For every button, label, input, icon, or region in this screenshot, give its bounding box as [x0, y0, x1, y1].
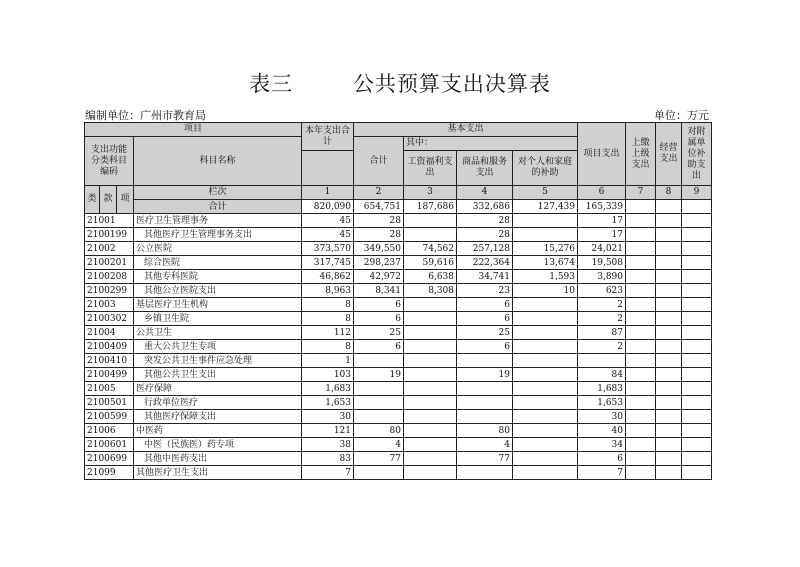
row-total: 45: [302, 228, 354, 242]
row-empty-cell: [656, 298, 682, 312]
row-empty-cell: [682, 410, 712, 424]
row-personal: [513, 340, 578, 354]
row-empty-cell: [626, 396, 656, 410]
row-code: 2100409: [85, 340, 134, 354]
row-goods: 80: [457, 424, 513, 438]
row-name: 综合医院: [134, 256, 302, 270]
row-empty-cell: [626, 382, 656, 396]
row-total: 83: [302, 452, 354, 466]
row-empty-cell: [682, 270, 712, 284]
row-project: 3,890: [578, 270, 626, 284]
row-code: 21001: [85, 214, 134, 228]
row-wage: [404, 368, 457, 382]
header-business: 经营支出: [656, 123, 682, 186]
row-empty-cell: [682, 466, 712, 480]
header-remit: 上缴上级支出: [626, 123, 656, 186]
row-total: 38: [302, 438, 354, 452]
row-total: 8: [302, 312, 354, 326]
row-name: 中医（民族医）药专项: [134, 438, 302, 452]
row-sum: 25: [354, 326, 404, 340]
row-wage: [404, 410, 457, 424]
totals-sum: 654,751: [354, 200, 404, 214]
row-empty-cell: [656, 368, 682, 382]
row-name: 行政单位医疗: [134, 396, 302, 410]
row-total: 373,570: [302, 242, 354, 256]
row-project: 7: [578, 466, 626, 480]
row-personal: [513, 466, 578, 480]
row-empty-cell: [656, 438, 682, 452]
row-goods: 28: [457, 228, 513, 242]
col-num-5: 5: [513, 186, 578, 200]
row-name: 其他医疗保障支出: [134, 410, 302, 424]
row-personal: [513, 368, 578, 382]
table-row: [85, 242, 712, 256]
row-empty-cell: [682, 242, 712, 256]
row-code: 21006: [85, 424, 134, 438]
row-project: [578, 354, 626, 368]
header-total: 本年支出合计: [302, 123, 354, 151]
totals-goods: 332,686: [457, 200, 513, 214]
row-wage: [404, 382, 457, 396]
row-name: 医疗卫生管理事务: [134, 214, 302, 228]
row-personal: [513, 228, 578, 242]
row-personal: [513, 424, 578, 438]
row-wage: [404, 452, 457, 466]
row-goods: [457, 410, 513, 424]
row-name: 其他中医药支出: [134, 452, 302, 466]
row-empty-cell: [682, 382, 712, 396]
row-empty-cell: [626, 312, 656, 326]
row-wage: [404, 424, 457, 438]
row-code: 2100299: [85, 284, 134, 298]
row-sum: 28: [354, 228, 404, 242]
row-empty-cell: [656, 466, 682, 480]
row-sum: [354, 396, 404, 410]
header-subject-name: 科目名称: [134, 137, 302, 186]
row-total: 7: [302, 466, 354, 480]
row-empty-cell: [656, 424, 682, 438]
row-empty-cell: [626, 256, 656, 270]
data-rows: [85, 214, 712, 480]
row-project: 19,508: [578, 256, 626, 270]
row-sum: 28: [354, 214, 404, 228]
header-row-lanci: [85, 186, 712, 200]
row-code: 2100201: [85, 256, 134, 270]
row-empty-cell: [656, 452, 682, 466]
row-goods: [457, 354, 513, 368]
col-num-4: 4: [457, 186, 513, 200]
row-wage: 6,638: [404, 270, 457, 284]
row-sum: 6: [354, 312, 404, 326]
header-subsidy: 对附属单位补助支出: [682, 123, 712, 186]
table-row: [85, 382, 712, 396]
row-name: 中医药: [134, 424, 302, 438]
row-empty-cell: [682, 340, 712, 354]
row-empty-cell: [682, 424, 712, 438]
header-wage: 工资福利支出: [404, 151, 457, 186]
row-empty-cell: [682, 452, 712, 466]
row-empty-cell: [656, 326, 682, 340]
row-goods: 257,128: [457, 242, 513, 256]
row-code: 2100501: [85, 396, 134, 410]
table-row: [85, 256, 712, 270]
row-wage: [404, 396, 457, 410]
row-empty-cell: [626, 466, 656, 480]
row-code: 2100499: [85, 368, 134, 382]
row-sum: [354, 410, 404, 424]
row-personal: 13,674: [513, 256, 578, 270]
row-personal: [513, 382, 578, 396]
table-row: [85, 340, 712, 354]
row-empty-cell: [682, 368, 712, 382]
row-project: 34: [578, 438, 626, 452]
row-wage: [404, 438, 457, 452]
row-empty-cell: [682, 256, 712, 270]
totals-wage: 187,686: [404, 200, 457, 214]
row-project: 2: [578, 312, 626, 326]
row-name: 乡镇卫生院: [134, 312, 302, 326]
row-goods: 28: [457, 214, 513, 228]
row-empty-cell: [626, 298, 656, 312]
totals-personal: 127,439: [513, 200, 578, 214]
row-empty-cell: [656, 284, 682, 298]
row-empty-cell: [626, 326, 656, 340]
row-wage: [404, 466, 457, 480]
row-goods: [457, 382, 513, 396]
row-personal: 15,276: [513, 242, 578, 256]
row-goods: 4: [457, 438, 513, 452]
row-wage: [404, 312, 457, 326]
header-row-1: [85, 123, 712, 137]
row-empty-cell: [626, 270, 656, 284]
row-total: 8: [302, 340, 354, 354]
row-empty-cell: [656, 270, 682, 284]
table-row: [85, 368, 712, 382]
row-total: 1: [302, 354, 354, 368]
row-code: 2100699: [85, 452, 134, 466]
row-code: 21002: [85, 242, 134, 256]
row-personal: [513, 326, 578, 340]
row-empty-cell: [682, 228, 712, 242]
row-empty-cell: [682, 298, 712, 312]
row-code: 21005: [85, 382, 134, 396]
row-empty-cell: [656, 242, 682, 256]
row-name: 其他公共卫生支出: [134, 368, 302, 382]
row-sum: 349,550: [354, 242, 404, 256]
row-empty-cell: [682, 214, 712, 228]
row-name: 重大公共卫生专项: [134, 340, 302, 354]
header-lei: 类: [85, 186, 100, 214]
row-sum: 298,237: [354, 256, 404, 270]
row-personal: [513, 438, 578, 452]
col-num-6: 6: [578, 186, 626, 200]
row-total: 121: [302, 424, 354, 438]
table-row: [85, 326, 712, 340]
report-title: [0, 68, 800, 98]
row-wage: [404, 354, 457, 368]
row-sum: 4: [354, 438, 404, 452]
row-name: 基层医疗卫生机构: [134, 298, 302, 312]
row-name: 公立医院: [134, 242, 302, 256]
row-code: 2100599: [85, 410, 134, 424]
row-empty-cell: [682, 396, 712, 410]
col-num-3: 3: [404, 186, 457, 200]
row-goods: [457, 466, 513, 480]
row-code: 2100199: [85, 228, 134, 242]
row-project: 30: [578, 410, 626, 424]
col-num-7: 7: [626, 186, 656, 200]
row-empty-cell: [682, 326, 712, 340]
row-project: 2: [578, 298, 626, 312]
row-empty-cell: [626, 424, 656, 438]
row-name: 其他医疗卫生支出: [134, 466, 302, 480]
row-sum: 80: [354, 424, 404, 438]
row-empty-cell: [626, 242, 656, 256]
row-total: 8,963: [302, 284, 354, 298]
row-empty-cell: [626, 284, 656, 298]
row-name: 其他公立医院支出: [134, 284, 302, 298]
row-empty-cell: [656, 396, 682, 410]
row-goods: 19: [457, 368, 513, 382]
row-total: 112: [302, 326, 354, 340]
table-row: [85, 438, 712, 452]
table-number: 表三: [249, 72, 294, 96]
row-empty-cell: [656, 340, 682, 354]
header-goods: 商品和服务支出: [457, 151, 513, 186]
row-total: 46,862: [302, 270, 354, 284]
header-basic: 基本支出: [354, 123, 578, 137]
row-total: 45: [302, 214, 354, 228]
row-empty-cell: [626, 228, 656, 242]
row-code: 21003: [85, 298, 134, 312]
row-sum: 77: [354, 452, 404, 466]
table-row: [85, 410, 712, 424]
row-goods: 23: [457, 284, 513, 298]
row-wage: 74,562: [404, 242, 457, 256]
row-empty-cell: [626, 438, 656, 452]
totals-subsidy: [682, 200, 712, 214]
row-name: 医疗保障: [134, 382, 302, 396]
row-code: 2100410: [85, 354, 134, 368]
row-name: 其他专科医院: [134, 270, 302, 284]
header-lanci: 栏次: [134, 186, 302, 200]
row-goods: 6: [457, 340, 513, 354]
table-name: 公共预算支出决算表: [352, 72, 551, 96]
row-empty-cell: [626, 340, 656, 354]
row-project: 17: [578, 228, 626, 242]
row-wage: [404, 326, 457, 340]
row-code: 2100208: [85, 270, 134, 284]
row-code: 21004: [85, 326, 134, 340]
row-sum: 6: [354, 298, 404, 312]
row-empty-cell: [656, 410, 682, 424]
row-project: 17: [578, 214, 626, 228]
row-project: 6: [578, 452, 626, 466]
row-total: 317,745: [302, 256, 354, 270]
totals-total: 820,090: [302, 200, 354, 214]
row-goods: [457, 396, 513, 410]
col-num-9: 9: [682, 186, 712, 200]
row-total: 103: [302, 368, 354, 382]
header-sum: 合计: [354, 137, 404, 186]
header-of-which: 其中：: [404, 137, 578, 151]
row-wage: 59,616: [404, 256, 457, 270]
row-project: 1,683: [578, 382, 626, 396]
header-project-exp: 项目支出: [578, 123, 626, 186]
row-empty-cell: [656, 214, 682, 228]
row-sum: [354, 354, 404, 368]
row-wage: 8,308: [404, 284, 457, 298]
table-row: [85, 452, 712, 466]
table-row: [85, 214, 712, 228]
row-goods: 6: [457, 298, 513, 312]
header-xiang: 项: [117, 186, 134, 214]
row-empty-cell: [626, 410, 656, 424]
row-code: 21099: [85, 466, 134, 480]
table-row: [85, 312, 712, 326]
row-name: 公共卫生: [134, 326, 302, 340]
row-personal: [513, 452, 578, 466]
table-row: [85, 284, 712, 298]
table-row: [85, 270, 712, 284]
row-sum: [354, 466, 404, 480]
row-empty-cell: [682, 354, 712, 368]
header-total-cont: [302, 151, 354, 186]
table-row: [85, 228, 712, 242]
row-sum: 6: [354, 340, 404, 354]
totals-label: 合计: [134, 200, 302, 214]
row-empty-cell: [626, 368, 656, 382]
row-empty-cell: [682, 438, 712, 452]
row-project: 84: [578, 368, 626, 382]
row-project: 1,653: [578, 396, 626, 410]
row-personal: [513, 396, 578, 410]
row-total: 1,683: [302, 382, 354, 396]
col-num-2: 2: [354, 186, 404, 200]
row-wage: [404, 298, 457, 312]
table-row: [85, 396, 712, 410]
col-num-8: 8: [656, 186, 682, 200]
table-row: [85, 298, 712, 312]
row-goods: 6: [457, 312, 513, 326]
row-empty-cell: [656, 312, 682, 326]
row-empty-cell: [656, 256, 682, 270]
row-empty-cell: [626, 214, 656, 228]
row-personal: [513, 354, 578, 368]
row-goods: 222,364: [457, 256, 513, 270]
row-total: 30: [302, 410, 354, 424]
row-wage: [404, 340, 457, 354]
header-personal: 对个人和家庭的补助: [513, 151, 578, 186]
header-project: 项目: [85, 123, 302, 137]
row-code: 2100601: [85, 438, 134, 452]
totals-remit: [626, 200, 656, 214]
row-sum: [354, 382, 404, 396]
row-sum: 19: [354, 368, 404, 382]
row-personal: 1,593: [513, 270, 578, 284]
row-project: 40: [578, 424, 626, 438]
row-empty-cell: [656, 228, 682, 242]
row-name: 其他医疗卫生管理事务支出: [134, 228, 302, 242]
header-func-code: 支出功能分类科目编码: [85, 137, 134, 186]
row-empty-cell: [656, 354, 682, 368]
row-personal: [513, 312, 578, 326]
totals-row: [85, 200, 712, 214]
row-sum: 42,972: [354, 270, 404, 284]
table-row: [85, 466, 712, 480]
row-personal: 10: [513, 284, 578, 298]
budget-table: [84, 122, 712, 480]
row-empty-cell: [626, 354, 656, 368]
table-row: [85, 354, 712, 368]
row-goods: 34,741: [457, 270, 513, 284]
row-total: 8: [302, 298, 354, 312]
row-sum: 8,341: [354, 284, 404, 298]
row-project: 24,021: [578, 242, 626, 256]
row-goods: 25: [457, 326, 513, 340]
row-name: 突发公共卫生事件应急处理: [134, 354, 302, 368]
row-project: 87: [578, 326, 626, 340]
row-personal: [513, 298, 578, 312]
row-code: 2100302: [85, 312, 134, 326]
row-wage: [404, 214, 457, 228]
org-label: 编制单位：广州市教育局: [85, 109, 206, 122]
unit-label: 单位：万元: [654, 109, 709, 122]
row-project: 2: [578, 340, 626, 354]
row-empty-cell: [682, 284, 712, 298]
col-num-1: 1: [302, 186, 354, 200]
report-meta: [85, 107, 711, 123]
header-kuan: 款: [100, 186, 117, 214]
totals-business: [656, 200, 682, 214]
row-project: 623: [578, 284, 626, 298]
table-row: [85, 424, 712, 438]
row-empty-cell: [682, 312, 712, 326]
totals-project: 165,339: [578, 200, 626, 214]
row-personal: [513, 410, 578, 424]
row-goods: 77: [457, 452, 513, 466]
row-empty-cell: [656, 382, 682, 396]
row-empty-cell: [626, 452, 656, 466]
row-wage: [404, 228, 457, 242]
row-total: 1,653: [302, 396, 354, 410]
row-personal: [513, 214, 578, 228]
